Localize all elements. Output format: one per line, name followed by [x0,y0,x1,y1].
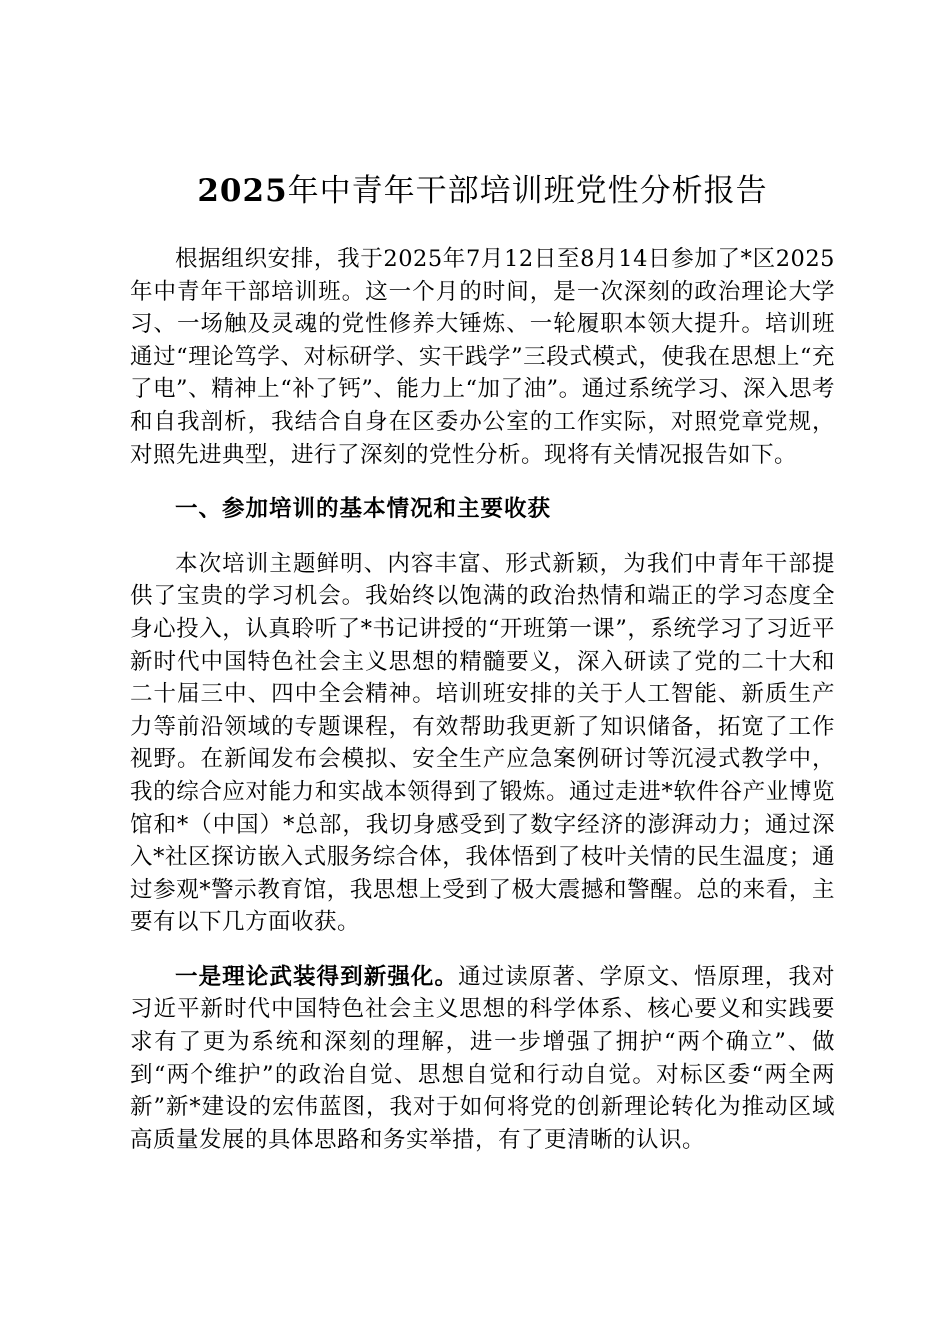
title-text: 年中青年干部培训班党性分析报告 [287,173,768,209]
point1-body: 通过读原著、学原文、悟原理，我对习近平新时代中国特色社会主义思想的科学体系、核心要义和实践要求有了更为系统和深刻的理解，进一步增强了拥护“两个确立”、做到“两个维护”的政治自觉、思想自觉和行动自觉。对标区委“两全两新”新*建设的宏伟蓝图，我对于如何将党的创新理论转化为推动区域高质量发展的具体思路和务实举措，有了更清晰的认识。 [130,963,835,1153]
document-page [130,165,835,1178]
section-heading-1: 一、参加培训的基本情况和主要收获 [175,496,552,523]
point1-paragraph [130,961,835,1157]
document-title [130,165,835,217]
intro-paragraph: 根据组织安排，我于2025年7月12日至8月14日参加了*区2025年中青年干部培训班。这一个月的时间，是一次深刻的政治理论大学习、一场触及灵魂的党性修养大锤炼、一轮履职本领大提升。培训班通过“理论笃学、对标研学、实干践学”三段式模式，使我在思想上“充了电”、精神上“补了钙”、能力上“加了油”。通过系统学习、深入思考和自我剖析，我结合自身在区委办公室的工作实际，对照党章党规，对照先进典型，进行了深刻的党性分析。现将有关情况报告如下。 [130,246,835,468]
section1-paragraph: 本次培训主题鲜明、内容丰富、形式新颖，为我们中青年干部提供了宝贵的学习机会。我始终以饱满的政治热情和端正的学习态度全身心投入，认真聆听了*书记讲授的“开班第一课”，系统学习了习近平新时代中国特色社会主义思想的精髓要义，深入研读了党的二十大和二十届三中、四中全会精神。培训班安排的关于人工智能、新质生产力等前沿领域的专题课程，有效帮助我更新了知识储备，拓宽了工作视野。在新闻发布会模拟、安全生产应急案例研讨等沉浸式教学中，我的综合应对能力和实战本领得到了锻炼。通过走进*软件谷产业博览馆和*（中国）*总部，我切身感受到了数字经济的澎湃动力；通过深入*社区探访嵌入式服务综合体，我体悟到了枝叶关情的民生温度；通过参观*警示教育馆，我思想上受到了极大震撼和警醒。总的来看，主要有以下几方面收获。 [130,550,835,936]
point1-lead: 一是理论武装得到新强化。 [175,963,459,990]
title-year: 2025 [197,173,288,209]
